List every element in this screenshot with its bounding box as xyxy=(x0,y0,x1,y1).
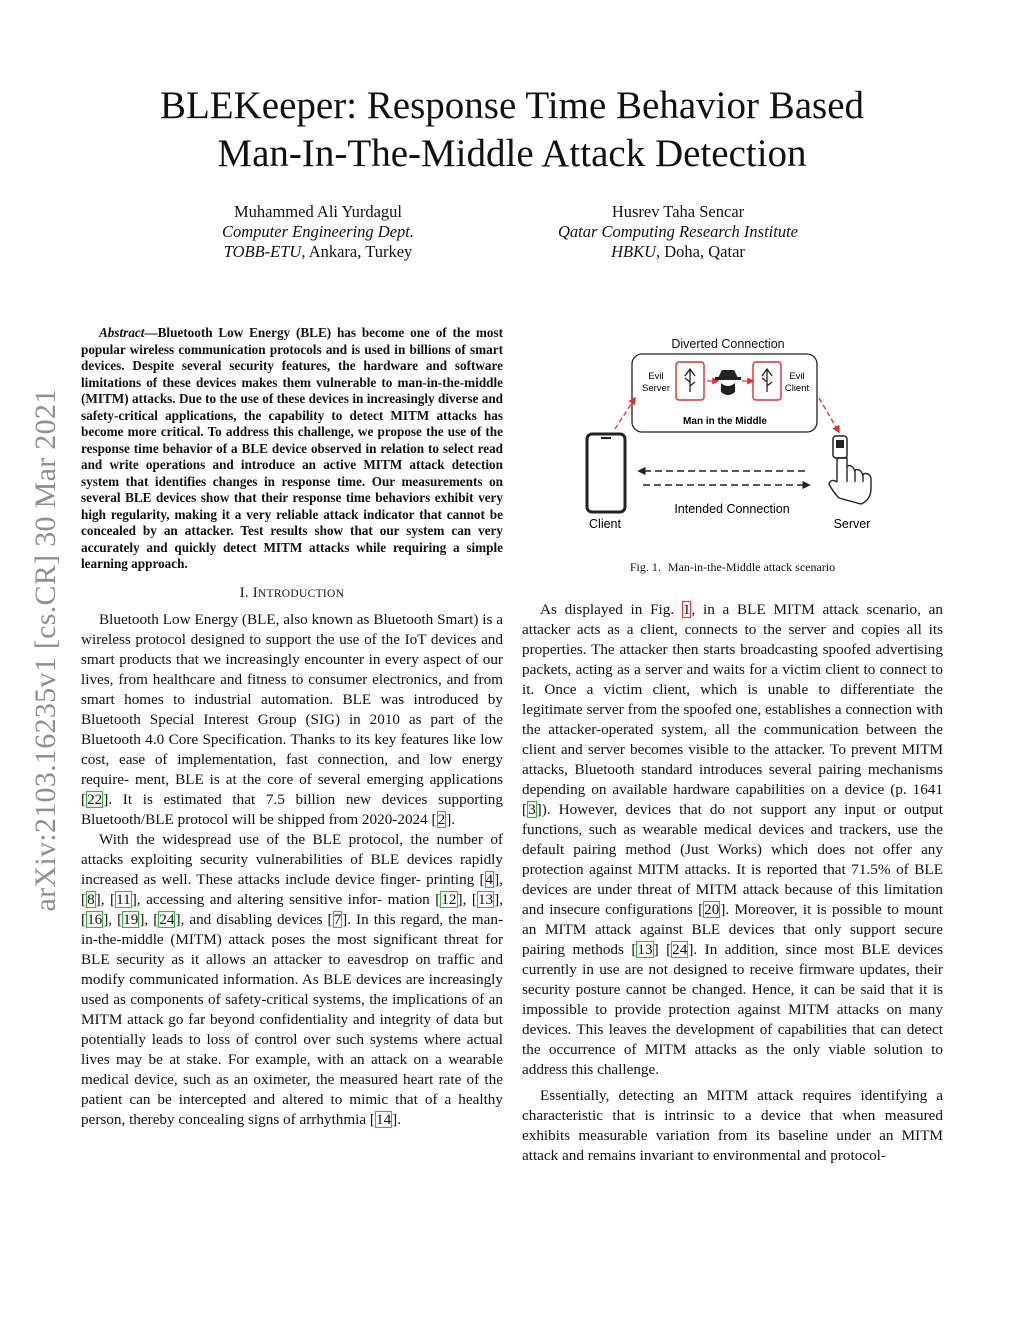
citation-link[interactable]: 19 xyxy=(123,910,139,928)
author-block-2 xyxy=(530,202,826,262)
evil-server-label-2: Server xyxy=(642,383,670,394)
evil-server-label-1: Evil xyxy=(648,371,664,382)
section-number: I. xyxy=(239,584,249,601)
paper-title xyxy=(100,82,924,178)
citation-link[interactable]: 2 xyxy=(437,810,446,828)
author-dept: Qatar Computing Research Institute xyxy=(558,222,798,241)
author-institution: HBKU, xyxy=(611,242,661,261)
section-title-initial: I xyxy=(252,584,258,601)
evil-client-label-1: Evil xyxy=(789,371,805,382)
wearable-hand-icon xyxy=(829,436,871,504)
citation-link[interactable]: 16 xyxy=(87,910,103,928)
citation-link[interactable]: 22 xyxy=(87,790,103,808)
citation-link[interactable]: 13 xyxy=(637,941,653,958)
citation-link[interactable]: 7 xyxy=(333,910,342,928)
diverted-connection-label: Diverted Connection xyxy=(671,337,785,351)
author-dept: Computer Engineering Dept. xyxy=(221,222,414,241)
right-column xyxy=(522,600,943,1166)
citation-link[interactable]: 11 xyxy=(116,890,131,908)
usb-icon-right xyxy=(753,362,781,400)
hacker-icon xyxy=(715,370,741,395)
author-location: Doha, Qatar xyxy=(664,242,745,261)
smartphone-icon xyxy=(587,434,625,512)
citation-link[interactable]: 13 xyxy=(477,890,494,908)
right-paragraph-1: As displayed in Fig. 1, in a BLE MITM attack scenario, an attacker acts as a client, connects to the server and copies all its properties. The attacker then starts broadcasting spoofed advertising packets, acting as a server and waits for a victim client to connect to it. Once a victim client, which is unable to differentiate the legitimate server from the spoofed one, establishes a connection with the attacker-operated system, all the communication between the client and server becomes visible to the attacker. To prevent MITM attacks, Bluetooth standard introduces several pairing mechanisms depending on available hardware capabilities on a device (p. 1641 [3]). However, devices that do not support any input or output functions, such as wearable medical devices and trackers, use the default pairing method (Just Works) which does not offer any protection against MITM attacks. It is reported that 71.5% of BLE devices are under threat of MITM attack because of this limitation and insecure configurations [20]. Moreover, it is possible to mount an MITM attack against BLE devices that only support secure pairing methods [13] [24]. In addition, since most BLE devices currently in use are not designed to receive firmware updates, their security posture cannot be changed. Hence, it can be said that it is impossible to provide protection against MITM attacks on many devices. This leaves the development of capabilities that can detect the occurrence of MITM attacks as the only viable solution to address this challenge. xyxy=(522,601,944,1078)
abstract-lead: Abstract xyxy=(99,325,145,340)
author-institution: TOBB-ETU, xyxy=(223,242,306,261)
figure-caption-text: Man-in-the-Middle attack scenario xyxy=(667,560,836,574)
citation-link[interactable]: 8 xyxy=(87,890,95,908)
title-line-2: Man-In-The-Middle Attack Detection xyxy=(217,132,807,175)
usb-icon-left xyxy=(676,362,704,400)
figure-diagram xyxy=(575,332,885,537)
title-line-1: BLEKeeper: Response Time Behavior Based xyxy=(159,84,865,127)
figure-caption-label: Fig. 1. xyxy=(629,560,661,574)
author-name: Muhammed Ali Yurdagul xyxy=(233,202,403,221)
citation-link[interactable]: 20 xyxy=(704,901,720,918)
intro-paragraph-2: With the widespread use of the BLE protocol, the number of attacks exploiting security vulnerabilities of BLE devices rapidly increased as well. These attacks include device finger- printing [4], [8], [11], accessing and altering sensitive infor- mation [12], [13], [16], [19], [24], and disabling devices [7]. In this regard, the man-in-the-middle (MITM) attack poses the most significant threat for BLE security as it allows an attacker to eavesdrop on traffic and modify communicated information. As BLE devices are increasingly used as components of safety-critical systems, the implications of an MITM attack go far beyond confidentiality and integrity of data but potentially leads to loss of control over such systems where actual lives may be at stake. For example, with an attack on a wearable medical device, such as an oximeter, the measured heart rate of the patient can be intercepted and altered to mimic that of a healthy person, thereby concealing signs of arrhythmia [14]. xyxy=(81,830,503,1128)
author-name: Husrev Taha Sencar xyxy=(611,202,745,221)
evil-client-label-2: Client xyxy=(784,383,810,394)
mitm-to-server-arrow xyxy=(819,398,839,432)
citation-link[interactable]: 14 xyxy=(375,1110,392,1128)
citation-link[interactable]: 24 xyxy=(159,910,175,928)
mitm-scenario-figure xyxy=(575,332,885,537)
server-label: Server xyxy=(833,517,871,531)
section-title-rest: NTRODUCTION xyxy=(257,587,345,600)
author-location: Ankara, Turkey xyxy=(308,242,413,261)
arxiv-identifier-stamp xyxy=(26,350,66,950)
section-heading-introduction xyxy=(81,583,503,604)
figure-caption xyxy=(522,560,943,575)
citation-link[interactable]: 4 xyxy=(485,870,494,888)
citation-link[interactable]: 24 xyxy=(672,941,688,958)
citation-link[interactable]: 12 xyxy=(441,890,457,908)
citation-link[interactable]: 3 xyxy=(528,801,536,818)
figure-reference-link[interactable]: 1 xyxy=(682,601,691,618)
man-in-the-middle-label: Man in the Middle xyxy=(683,416,767,427)
arxiv-id-text: arXiv:2103.16235v1 [cs.CR] 30 Mar 2021 xyxy=(29,388,62,912)
intended-connection-label: Intended Connection xyxy=(674,502,790,516)
intro-paragraph-1: Bluetooth Low Energy (BLE, also known as Bluetooth Smart) is a wireless protocol designed to support the use of the IoT devices and smart products that we increasingly encounter in every aspect of our lives, from healthcare and fitness to consumer electronics, and from smart homes to industrial automation. BLE was introduced by Bluetooth Special Interest Group (SIG) in 2010 as part of the Bluetooth 4.0 Core Specification. Thanks to its key features like low cost, ease of implementation, fast connection, and low energy require- ment, BLE is at the core of several emerging applications [22]. It is estimated that 7.5 billion new devices supporting Bluetooth/BLE protocol will be shipped from 2020-2024 [2]. xyxy=(81,610,503,828)
abstract-text: —Bluetooth Low Energy (BLE) has become one of the most popular wireless communication protocols and is used in billions of smart devices. Despite several security features, the hardware and software limitations of these devices makes them vulnerable to man-in-the-middle (MITM) attacks. Due to the use of these devices in increasingly diverse and safety-critical applications, the capability to detect MITM attacks has become more critical. To address this challenge, we propose the use of the response time behavior of a BLE device observed in relation to select read and write operations and introduce an active MITM attack detection system that identifies changes in response time. Our measurements on several BLE devices show that their response time behaviors exhibit very high regularity, making it a very reliable attack indicator that cannot be concealed by an attacker. Test results show that our system can very accurately and quickly detect MITM attacks while requiring a simple learning approach. xyxy=(81,325,503,571)
left-column xyxy=(81,325,503,1130)
right-paragraph-2: Essentially, detecting an MITM attack requires identifying a characteristic that is intrinsic to a device that when measured exhibits measurable variation from its baseline under an MITM attack and remains invariant to environmental and protocol- xyxy=(522,1087,943,1164)
author-block-1 xyxy=(178,202,458,262)
client-label: Client xyxy=(589,517,621,531)
abstract xyxy=(81,325,503,573)
